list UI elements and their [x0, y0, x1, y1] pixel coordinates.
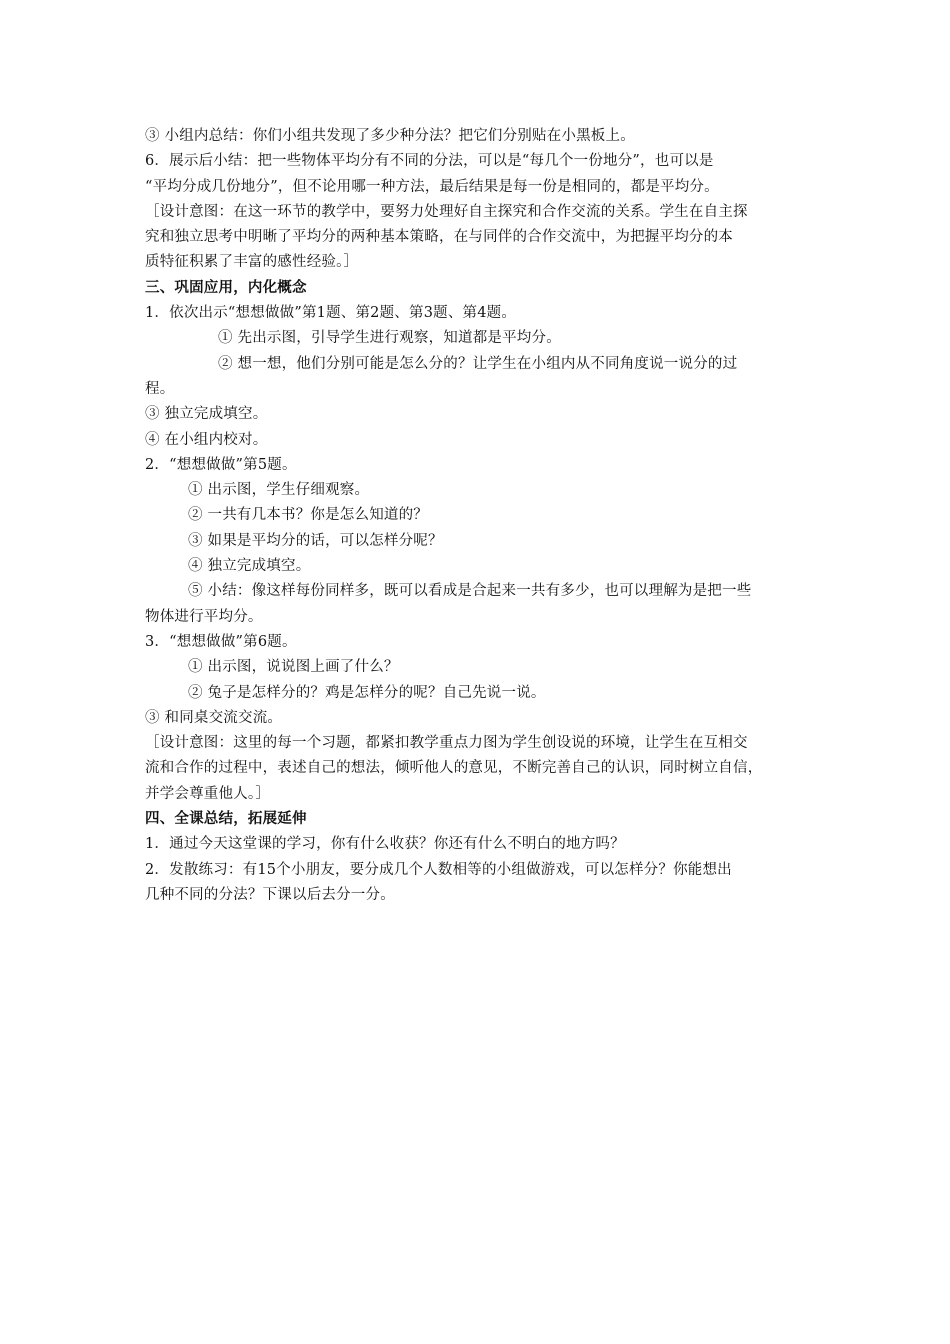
exercise-2-step-2: ② 一共有几本书？你是怎么知道的？ — [188, 507, 429, 524]
design-intent-2-line-1: ［设计意图：这里的每一个习题，都紧扣教学重点力图为学生创设说的环境，让学生在互相交 — [145, 735, 748, 752]
design-intent-1-line-1: ［设计意图：在这一环节的教学中，要努力处理好自主探究和合作交流的关系。学生在自主探 — [145, 203, 748, 220]
exercise-2-step-5-cont: 物体进行平均分。 — [145, 608, 263, 625]
exercise-1-step-2-cont: 程。 — [145, 380, 175, 397]
summary-item-2-line-2: 几种不同的分法？下课以后去分一分。 — [145, 886, 395, 903]
exercise-2-step-1: ① 出示图，学生仔细观察。 — [188, 482, 370, 499]
exercise-2-step-5: ⑤ 小结：像这样每份同样多，既可以看成是合起来一共有多少，也可以理解为是把一些 — [188, 583, 752, 600]
exercise-3-step-3: ③ 和同桌交流交流。 — [145, 709, 283, 726]
exercise-2-step-3: ③ 如果是平均分的话，可以怎样分呢？ — [188, 532, 443, 549]
exercise-1-step-3: ③ 独立完成填空。 — [145, 406, 268, 423]
document-body — [145, 124, 817, 908]
summary-item-1: 1．通过今天这堂课的学习，你有什么收获？你还有什么不明白的地方吗？ — [145, 836, 625, 853]
item-6-line-2: “平均分成几份地分”，但不论用哪一种方法，最后结果是每一份是相同的，都是平均分。 — [145, 178, 719, 195]
exercise-2-step-4: ④ 独立完成填空。 — [188, 558, 311, 575]
exercise-3-step-1: ① 出示图，说说图上画了什么？ — [188, 659, 399, 676]
exercise-3-title: 3．“想想做做”第6题。 — [145, 633, 297, 650]
design-intent-1-line-2: 究和独立思考中明晰了平均分的两种基本策略，在与同伴的合作交流中，为把握平均分的本 — [145, 229, 733, 246]
exercise-1-step-4: ④ 在小组内校对。 — [145, 431, 268, 448]
exercise-1-step-1: ① 先出示图，引导学生进行观察，知道都是平均分。 — [218, 330, 561, 347]
exercise-1-title: 1．依次出示“想想做做”第1题、第2题、第3题、第4题。 — [145, 305, 517, 322]
exercise-3-step-2: ② 兔子是怎样分的？鸡是怎样分的呢？自己先说一说。 — [188, 684, 546, 701]
design-intent-2-line-2: 流和合作的过程中，表述自己的想法，倾听他人的意见，不断完善自己的认识，同时树立自信， — [145, 760, 763, 777]
design-intent-1-line-3: 质特征积累了丰富的感性经验。］ — [145, 254, 359, 271]
exercise-2-title: 2．“想想做做”第5题。 — [145, 456, 297, 473]
summary-item-2-line-1: 2．发散练习：有15个小朋友，要分成几个人数相等的小组做游戏，可以怎样分？你能想出 — [145, 861, 732, 878]
item-6-line-1: 6．展示后小结：把一些物体平均分有不同的分法，可以是“每几个一份地分”，也可以是 — [145, 153, 714, 170]
section-4-heading: 四、全课总结，拓展延伸 — [145, 811, 307, 828]
section-3-heading: 三、巩固应用，内化概念 — [145, 279, 307, 296]
exercise-1-step-2: ② 想一想，他们分别可能是怎么分的？让学生在小组内从不同角度说一说分的过 — [218, 355, 738, 372]
design-intent-2-line-3: 并学会尊重他人。］ — [145, 785, 271, 802]
step-3-summary: ③ 小组内总结：你们小组共发现了多少种分法？把它们分别贴在小黑板上。 — [145, 128, 635, 144]
